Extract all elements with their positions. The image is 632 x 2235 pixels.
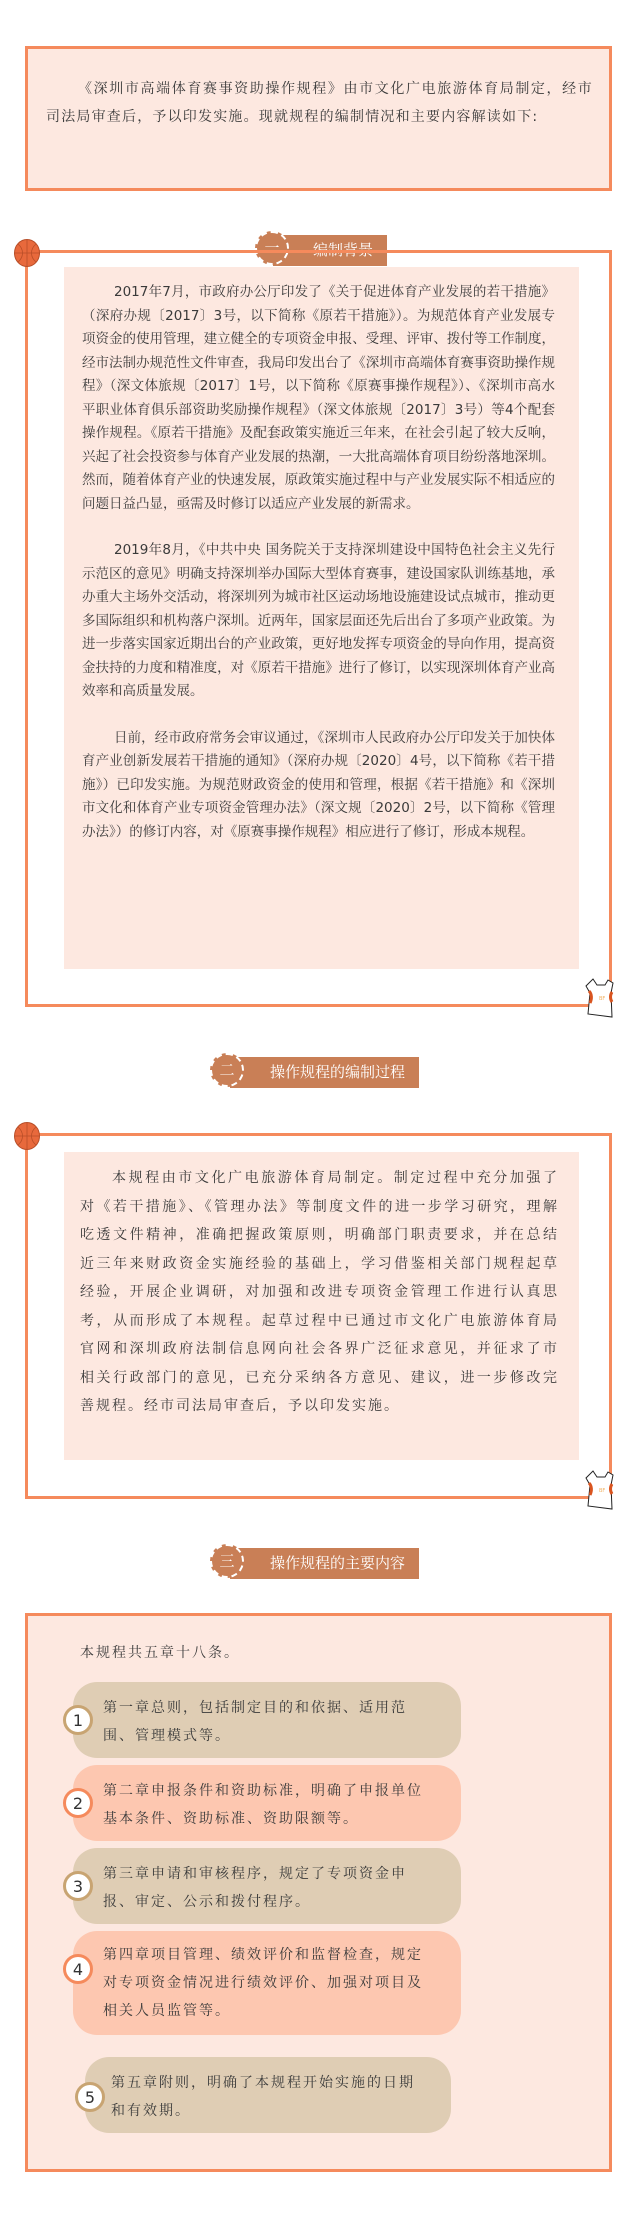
chapter-text: 第三章申请和审核程序，规定了专项资金申报、审定、公示和拨付程序。 (103, 1866, 407, 1910)
section-header-3 (210, 1548, 432, 1579)
paragraph: 2019年8月，《中共中央 国务院关于支持深圳建设中国特色社会主义先行示范区的意见》明确支持深圳举办国际大型体育赛事，建设国家队训练基地，承办重大主场外交活动，将深圳列为城市社区运动场地设施建设试点城市，推动更多国际组织和机构落户深圳。近两年，国家层面还先后出台了多项产业政策。为进一步落实国家近期出台的产业政策，更好地发挥专项资金的导向作用，提高资金扶持的力度和精准度，对《原若干措施》进行了修订，以实现深圳体育产业高效率和高质量发展。 (82, 542, 555, 699)
section-number: 二 (210, 1053, 244, 1087)
chapter-number-badge: 5 (75, 2082, 105, 2112)
section-title: 操作规程的编制过程 (230, 1057, 419, 1088)
chapter-item-4 (73, 1931, 461, 2035)
chapter-number-badge: 2 (63, 1788, 93, 1818)
section-process-frame (25, 1133, 612, 1499)
chapter-text: 第五章附则，明确了本规程开始实施的日期和有效期。 (111, 2075, 415, 2119)
paragraph: 日前，经市政府常务会审议通过，《深圳市人民政府办公厅印发关于加快体育产业创新发展若干措施的通知》（深府办规〔2020〕4号，以下简称《若干措施》）已印发实施。为规范财政资金的使用和管理，根据《若干措施》和《深圳市文化和体育产业专项资金管理办法》（深文规〔2020〕2号，以下简称《管理办法》）的修订内容，对《原赛事操作规程》相应进行了修订，形成本规程。 (82, 729, 555, 840)
intro-box (25, 46, 612, 191)
section-title: 操作规程的主要内容 (230, 1548, 419, 1579)
section-title: 编制背景 (273, 235, 387, 266)
chapter-text: 第四章项目管理、绩效评价和监督检查，规定对专项资金情况进行绩效评价、加强对项目及相关人员监管等。 (103, 1947, 423, 2019)
jersey-icon (585, 1470, 615, 1510)
chapter-item-5 (85, 2057, 451, 2133)
chapter-item-1 (73, 1682, 461, 1758)
chapter-text: 第一章总则，包括制定目的和依据、适用范围、管理模式等。 (103, 1700, 407, 1744)
section-background-frame (25, 250, 612, 1007)
chapter-number-badge: 3 (63, 1871, 93, 1901)
section-body (64, 267, 579, 969)
section-body (64, 1152, 579, 1460)
summary-text: 本规程共五章十八条。 (80, 1645, 240, 1661)
section-header-2 (210, 1057, 432, 1088)
svg-text:BF: BF (599, 1488, 606, 1494)
jersey-icon (585, 978, 615, 1018)
intro-text: 《深圳市高端体育赛事资助操作规程》由市文化广电旅游体育局制定，经市司法局审查后，予以印发实施。现就规程的编制情况和主要内容解读如下: (46, 81, 593, 125)
paragraph: 2017年7月，市政府办公厅印发了《关于促进体育产业发展的若干措施》（深府办规〔2017〕3号，以下简称《原若干措施》）。为规范体育产业发展专项资金的使用管理，建立健全的专项资金申报、受理、评审、拨付等工作制度，经市法制办规范性文件审查，我局印发出台了《深圳市高端体育赛事资助操作规程》（深文体旅规〔2017〕1号，以下简称《原赛事操作规程》）、《深圳市高水平职业体育俱乐部资助奖励操作规程》（深文体旅规〔2017〕3号）等4个配套操作规程。《原若干措施》及配套政策实施近三年来，在社会引起了较大反响，兴起了社会投资参与体育产业发展的热潮，一大批高端体育项目纷纷落地深圳。然而，随着体育产业的快速发展，原政策实施过程中与产业发展实际不相适应的问题日益凸显，亟需及时修订以适应产业发展的新需求。 (82, 284, 555, 512)
section-content-frame (25, 1613, 612, 2172)
basketball-icon (14, 239, 40, 267)
paragraph: 本规程由市文化广电旅游体育局制定。制定过程中充分加强了对《若干措施》、《管理办法》等制度文件的进一步学习研究，理解吃透文件精神，准确把握政策原则，明确部门职责要求，并在总结近三年来财政资金实施经验的基础上，学习借鉴相关部门规程起草经验，开展企业调研，对加强和改进专项资金管理工作进行认真思考，从而形成了本规程。起草过程中已通过市文化广电旅游体育局官网和深圳政府法制信息网向社会各界广泛征求意见，并征求了市相关行政部门的意见，已充分采纳各方意见、建议，进一步修改完善规程。经市司法局审查后，予以印发实施。 (80, 1170, 559, 1414)
basketball-icon (14, 1122, 40, 1150)
section-number: 三 (210, 1544, 244, 1578)
section-number: 一 (255, 231, 289, 265)
chapter-item-2 (73, 1765, 461, 1841)
chapter-text: 第二章申报条件和资助标准，明确了申报单位基本条件、资助标准、资助限额等。 (103, 1783, 423, 1827)
chapter-item-3 (73, 1848, 461, 1924)
chapter-number-badge: 1 (63, 1705, 93, 1735)
svg-text:BF: BF (599, 996, 606, 1002)
chapter-number-badge: 4 (63, 1954, 93, 1984)
